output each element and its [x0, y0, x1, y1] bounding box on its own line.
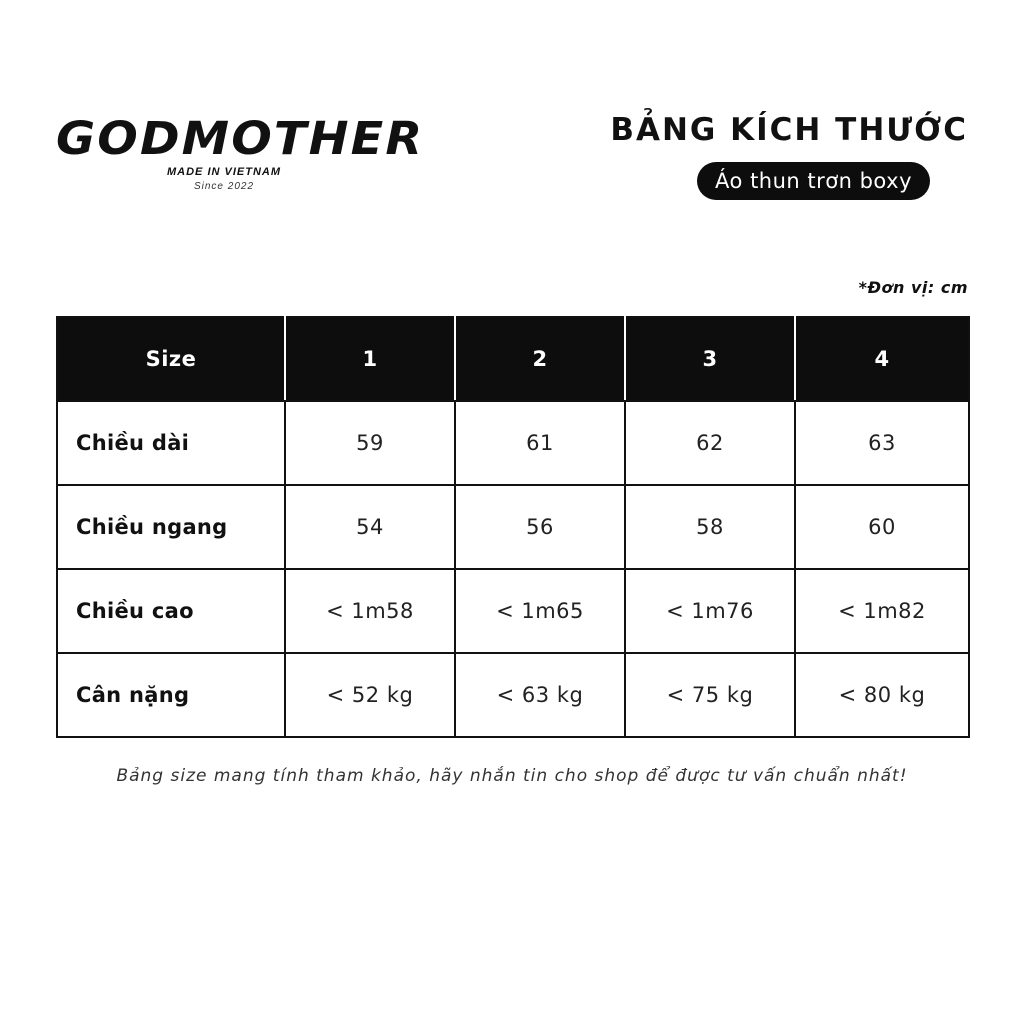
brand-tagline: MADE IN VIETNAM: [167, 166, 281, 178]
brand-wordmark: GODMOTHER: [56, 112, 425, 165]
table-row: [57, 569, 969, 653]
header-cell-size: Size: [57, 317, 285, 401]
table-cell: 62: [625, 401, 795, 485]
page-heading: [568, 108, 968, 200]
table-cell: 58: [625, 485, 795, 569]
brand-since: Since 2022: [193, 181, 255, 192]
table-cell: < 75 kg: [625, 653, 795, 737]
table-cell: < 52 kg: [285, 653, 455, 737]
table-cell: 59: [285, 401, 455, 485]
row-label: Chiều ngang: [57, 485, 285, 569]
header-cell-size-4: 4: [795, 317, 969, 401]
table-cell: 54: [285, 485, 455, 569]
product-badge: Áo thun trơn boxy: [697, 162, 930, 200]
table-header-row: [57, 317, 969, 401]
table-cell: 56: [455, 485, 625, 569]
header-cell-size-3: 3: [625, 317, 795, 401]
table-cell: < 1m82: [795, 569, 969, 653]
table-cell: < 1m65: [455, 569, 625, 653]
brand-logo: [56, 112, 436, 192]
table-cell: < 1m58: [285, 569, 455, 653]
table-cell: 61: [455, 401, 625, 485]
table-cell: 60: [795, 485, 969, 569]
table-row: [57, 401, 969, 485]
table-cell: < 1m76: [625, 569, 795, 653]
page-title: BẢNG KÍCH THƯỚC: [610, 112, 968, 148]
unit-note: *Đơn vị: cm: [858, 278, 968, 297]
table-cell: < 80 kg: [795, 653, 969, 737]
row-label: Chiều dài: [57, 401, 285, 485]
row-label: Cân nặng: [57, 653, 285, 737]
table-row: [57, 485, 969, 569]
table-cell: 63: [795, 401, 969, 485]
table-row: [57, 653, 969, 737]
header-cell-size-2: 2: [455, 317, 625, 401]
row-label: Chiều cao: [57, 569, 285, 653]
header-cell-size-1: 1: [285, 317, 455, 401]
footnote: Bảng size mang tính tham khảo, hãy nhắn tin cho shop để được tư vấn chuẩn nhất!: [116, 766, 908, 786]
table-cell: < 63 kg: [455, 653, 625, 737]
size-table: [56, 316, 970, 738]
